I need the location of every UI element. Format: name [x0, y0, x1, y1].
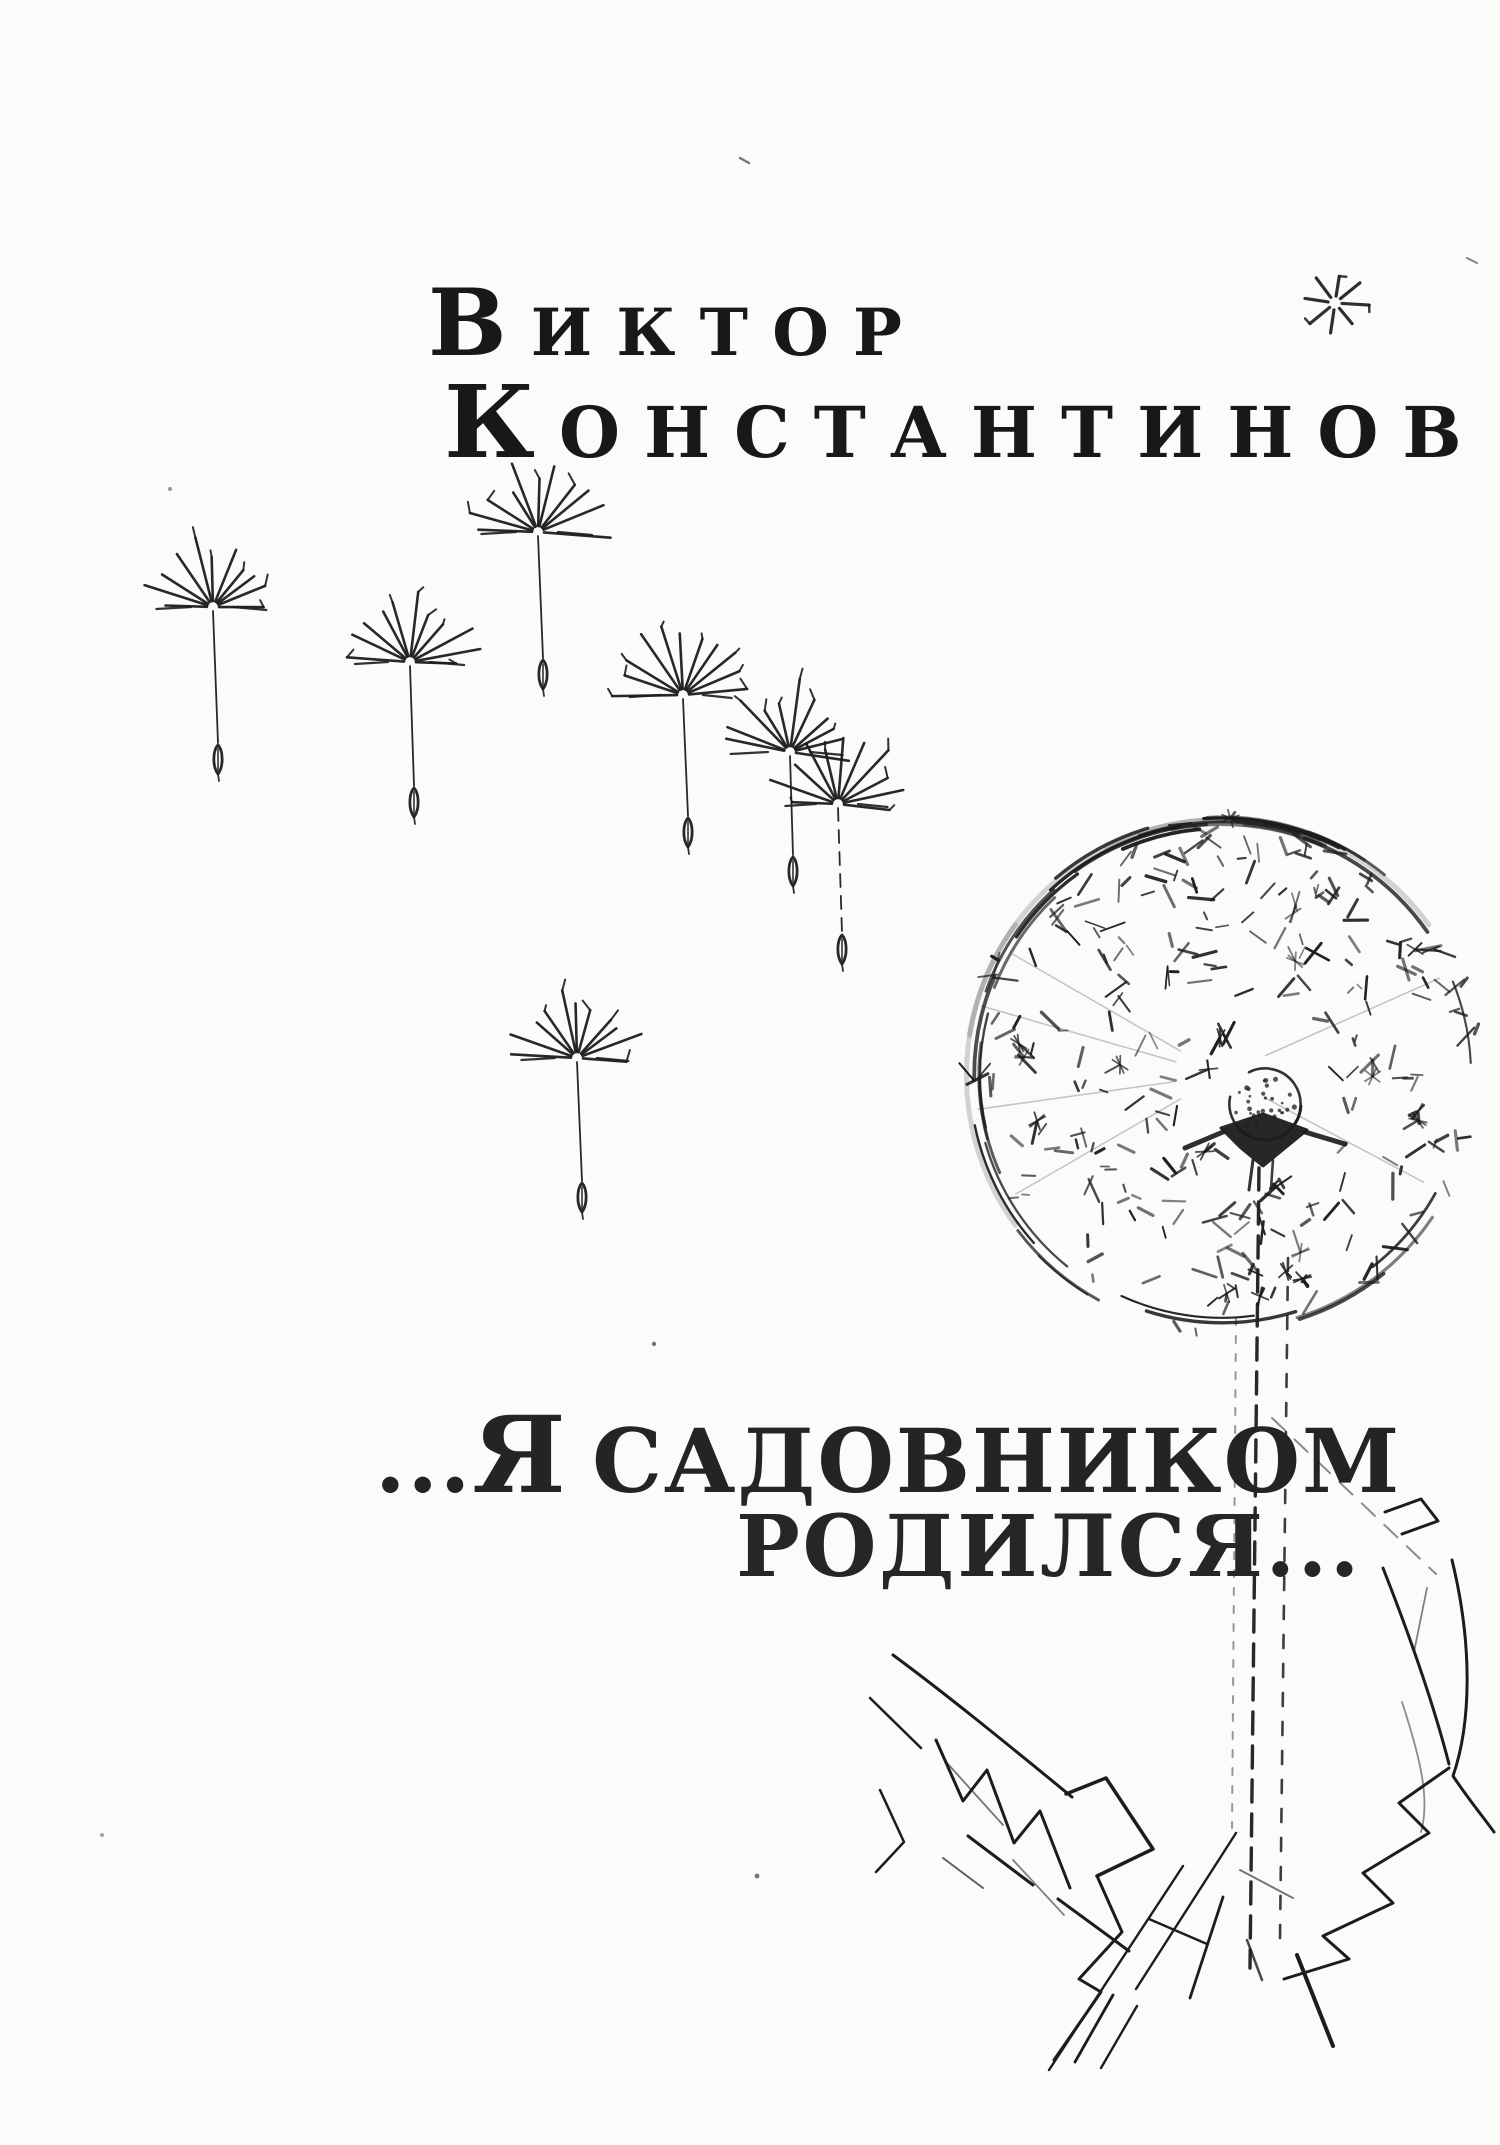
author-last-name: Константинов — [444, 363, 1486, 481]
dandelion-receptacle — [1185, 1068, 1345, 1190]
dandelion-seeds — [145, 464, 904, 1219]
dandelion-seed — [511, 980, 642, 1219]
title-leading-ellipsis: ... — [375, 1409, 473, 1513]
title-pronoun: Я — [472, 1392, 568, 1517]
dandelion-head — [959, 810, 1478, 1336]
asterisk-mark — [1305, 276, 1369, 333]
book-title-line-1 — [375, 1392, 1402, 1517]
book-title-line-2: РОДИЛСЯ... — [736, 1497, 1362, 1597]
author-first-name: Виктор — [428, 268, 927, 377]
dandelion-seed — [468, 464, 611, 696]
dandelion-seed — [145, 527, 268, 781]
title-word: САДОВНИКОМ — [592, 1409, 1402, 1513]
dandelion-seed — [726, 669, 849, 893]
dandelion-seed — [347, 587, 480, 824]
